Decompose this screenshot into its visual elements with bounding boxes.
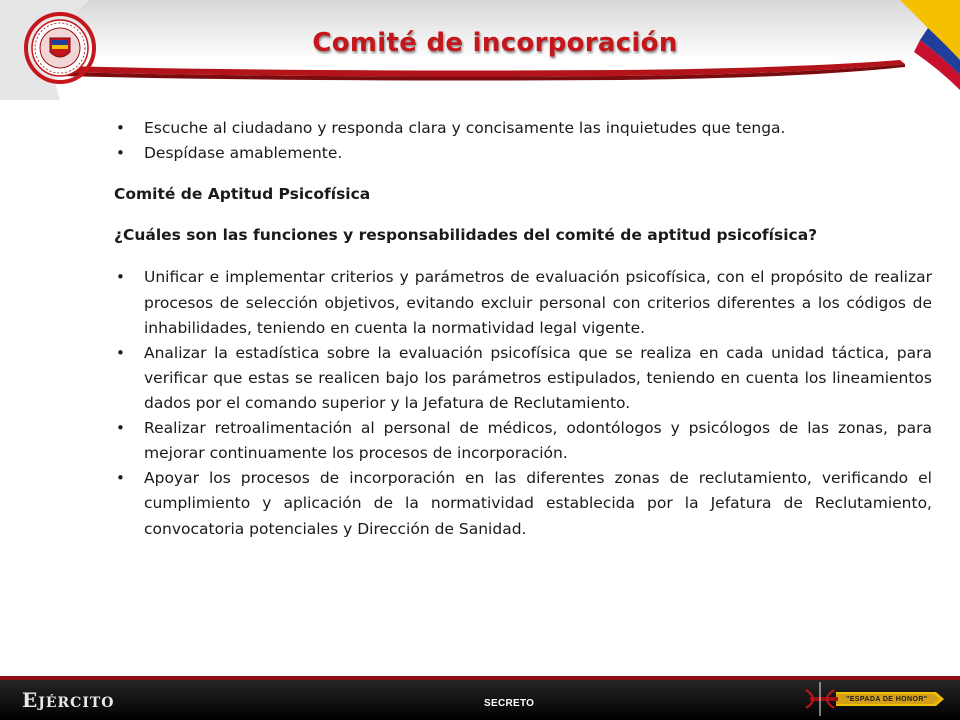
list-item: • Escuche al ciudadano y responda clara y concisamente las inquietudes que tenga. [114, 116, 932, 141]
list-item: • Despídase amablemente. [114, 141, 932, 166]
section-heading: Comité de Aptitud Psicofísica [114, 185, 371, 204]
page-title: Comité de incorporación [312, 28, 678, 58]
intro-list [114, 116, 932, 166]
classification-label: SECRETO [484, 698, 535, 709]
list-item: • Analizar la estadística sobre la evaluación psicofísica que se realiza en cada unidad táctica, para verificar que estas se realicen bajo los parámetros estipulados, teniendo en cuenta los lineamientos dados por el comando superior y la Jefatura de Reclutamiento. [114, 341, 932, 416]
list-item: • Unificar e implementar criterios y parámetros de evaluación psicofísica, con el propósito de realizar procesos de selección objetivos, evitando excluir personal con criterios diferentes a los códigos de inhabilidades, teniendo en cuenta la normatividad legal vigente. [114, 265, 932, 340]
question-heading: ¿Cuáles son las funciones y responsabilidades del comité de aptitud psicofísica? [114, 226, 818, 245]
slide-content [114, 116, 932, 542]
army-brand-logo: Ejército [22, 688, 115, 712]
functions-list [114, 265, 932, 541]
motto-label: "ESPADA DE HONOR" [846, 696, 928, 703]
list-item: • Apoyar los procesos de incorporación en las diferentes zonas de reclutamiento, verificando el cumplimiento y aplicación de la normatividad establecida por la Jefatura de Reclutamiento, convocatoria potenciales y Dirección de Sanidad. [114, 466, 932, 541]
list-item: • Realizar retroalimentación al personal de médicos, odontólogos y psicólogos de las zonas, para mejorar continuamente los procesos de incorporación. [114, 416, 932, 466]
